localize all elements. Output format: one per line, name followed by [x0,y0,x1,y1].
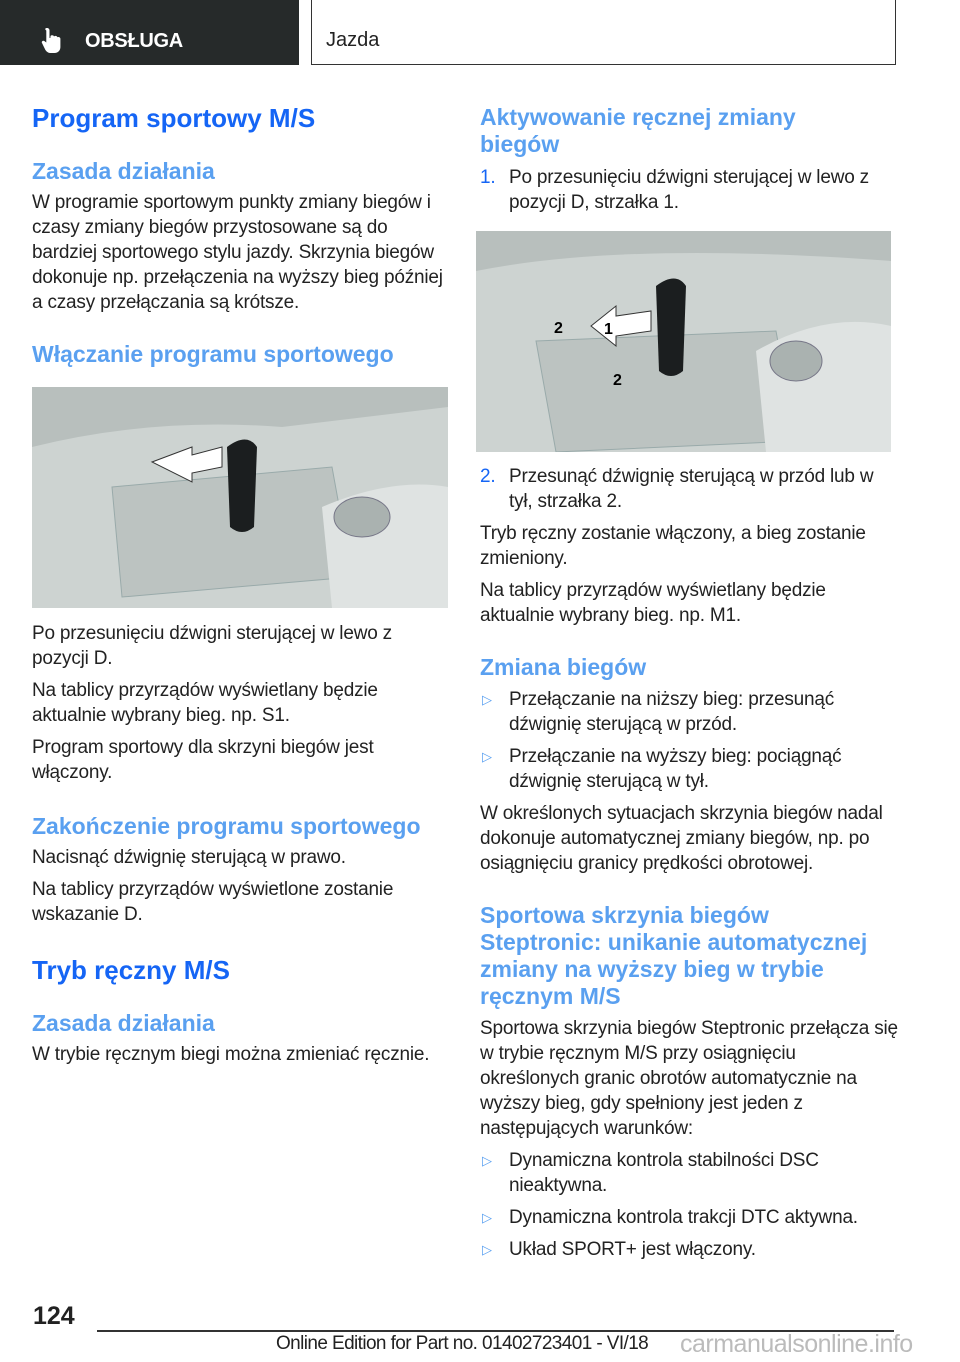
change-item [480,744,898,794]
edition-text: Online Edition for Part no. 01402723401 - VI/18 [276,1333,649,1354]
gear-selector-image-left [32,387,448,608]
section-tab [0,0,299,65]
step-1 [480,165,898,215]
chapter-tab [311,0,896,65]
heading-manual-mode: Tryb ręczny M/S [32,955,230,985]
heading-gear-change: Zmiana biegów [480,654,647,680]
item-text: Układ SPORT+ jest włączony. [509,1239,756,1260]
heading-end-sport: Zakończenie programu sportowego [32,813,421,839]
after-text-1: Tryb ręczny zostanie włączony, a bieg zostanie zmieniony. [480,523,866,569]
left-column-top [32,103,450,368]
condition-item [480,1148,898,1198]
after-text-2: Na tablicy przyrządów wyświetlany będzie aktualnie wybrany bieg. np. M1. [480,580,826,626]
item-text: Dynamiczna kontrola trakcji DTC aktywna. [509,1207,858,1228]
right-column-body [480,464,898,1269]
heading-principle-2: Zasada działania [32,1010,215,1036]
bullet-icon: ▷ [482,749,492,764]
bullet-icon: ▷ [482,692,492,707]
left-column-middle [32,621,450,1074]
step-text: Przesunąć dźwignię sterującą w przód lub w tył, strzałka 2. [509,466,874,512]
item-text: Przełączanie na wyższy bieg: pociągnąć dźwignię sterującą w tył. [509,746,842,792]
step-number: 1. [480,167,496,188]
item-text: Przełączanie na niższy bieg: przesunąć dźwignię sterującą w przód. [509,689,835,735]
change-text: W określonych sytuacjach skrzynia biegów nadal dokonuje automatycznej zmiany biegów, np. po osiągnięciu granicy prędkości obrotowej. [480,803,883,874]
enable-text-2: Na tablicy przyrządów wyświetlany będzie aktualnie wybrany bieg. np. S1. [32,680,378,726]
heading-steptronic: Sportowa skrzynia biegów Steptronic: unikanie automatycznej zmiany na wyższy bieg w trybie ręcznym M/S [480,902,868,1009]
condition-item [480,1205,898,1230]
enable-text-3: Program sportowy dla skrzyni biegów jest włączony. [32,737,374,783]
bullet-icon: ▷ [482,1153,492,1168]
condition-item [480,1237,898,1262]
right-column-top [480,104,898,222]
section-title: OBSŁUGA [85,30,183,52]
step-number: 2. [480,466,496,487]
end-text-1: Nacisnąć dźwignię sterującą w prawo. [32,847,346,868]
change-item [480,687,898,737]
steptronic-text: Sportowa skrzynia biegów Steptronic przełącza się w trybie ręcznym M/S przy osiągnięciu określonych granic obrotów automatycznie na wyższy bieg, gdy spełniony jest jeden z następujących warunków: [480,1018,898,1139]
heading-principle: Zasada działania [32,158,215,184]
end-text-2: Na tablicy przyrządów wyświetlone zostanie wskazanie D. [32,879,394,925]
bullet-icon: ▷ [482,1242,492,1257]
step-text: Po przesunięciu dźwigni sterującej w lewo z pozycji D, strzałka 1. [509,167,869,213]
arrow-label-2a: 2 [554,320,563,337]
item-text: Dynamiczna kontrola stabilności DSC nieaktywna. [509,1150,819,1196]
gear-selector-image-right [476,231,891,452]
enable-text-1: Po przesunięciu dźwigni sterującej w lewo z pozycji D. [32,623,392,669]
chapter-title: Jazda [326,29,380,51]
bullet-icon: ▷ [482,1210,492,1225]
arrow-label-2b: 2 [613,372,622,389]
principle-text: W programie sportowym punkty zmiany biegów i czasy zmiany biegów przystosowane są do bardziej sportowego stylu jazdy. Skrzynia biegów dokonuje np. przełączenia na wyższy bieg później a czasy przełączania są krótsze. [32,192,443,313]
watermark: carmanualsonline.info [680,1330,913,1358]
arrow-label-1: 1 [604,321,613,338]
heading-activate-manual: Aktywowanie ręcznej zmiany biegów [480,104,796,157]
hand-pointer-icon [40,26,66,54]
heading-sport-program: Program sportowy M/S [32,103,316,133]
step-2 [480,464,898,514]
principle-2-text: W trybie ręcznym biegi można zmieniać ręcznie. [32,1044,430,1065]
page-number: 124 [33,1302,75,1330]
heading-enable-sport: Włączanie programu sportowego [32,341,394,367]
